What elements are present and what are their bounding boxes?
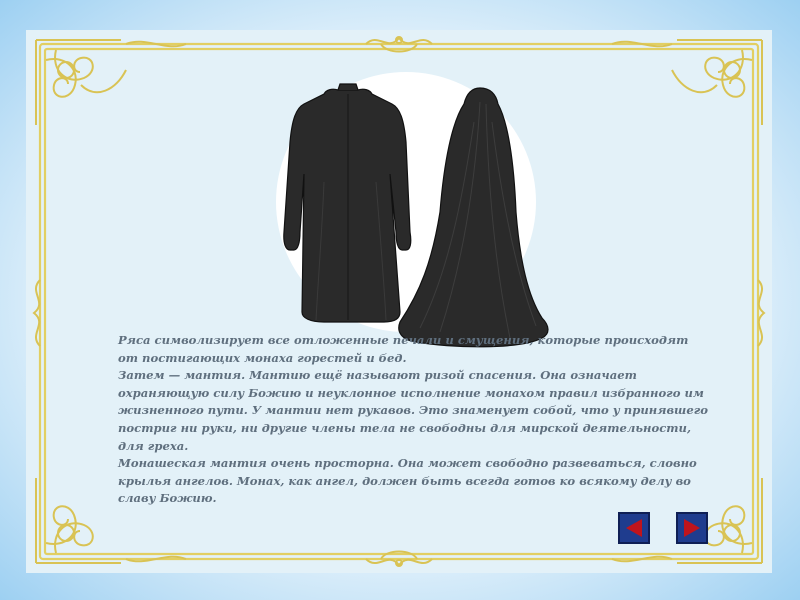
monastic-garments-illustration — [280, 82, 550, 352]
previous-slide-button[interactable] — [618, 512, 650, 544]
paragraph-cassock: Ряса символизирует все отложенные печали и смущения, которые происходят от постигающих монаха горестей и бед. — [118, 333, 689, 365]
arrow-left-icon — [620, 514, 648, 542]
slide-panel — [26, 30, 772, 573]
next-slide-button[interactable] — [676, 512, 708, 544]
arrow-right-icon — [678, 514, 706, 542]
cassock-image — [284, 84, 411, 322]
paragraph-mantle: Затем — мантия. Мантию ещё называют ризой спасения. Она означает охраняющую силу Божию и неуклонное исполнение монахом правил избранного им жизненного пути. У мантии нет рукавов. Это знаменует собой, что у принявшего постриг ни руки, ни другие члены тела не свободны для мирской деятельности, для греха. — [118, 368, 708, 453]
paragraph-mantle-spacious: Монашеская мантия очень просторна. Она может свободно развеваться, словно крылья ангелов. Монах, как ангел, должен быть всегда готов ко всякому делу во славу Божию. — [118, 456, 697, 506]
mantle-image — [399, 88, 548, 347]
description-text — [118, 332, 708, 508]
